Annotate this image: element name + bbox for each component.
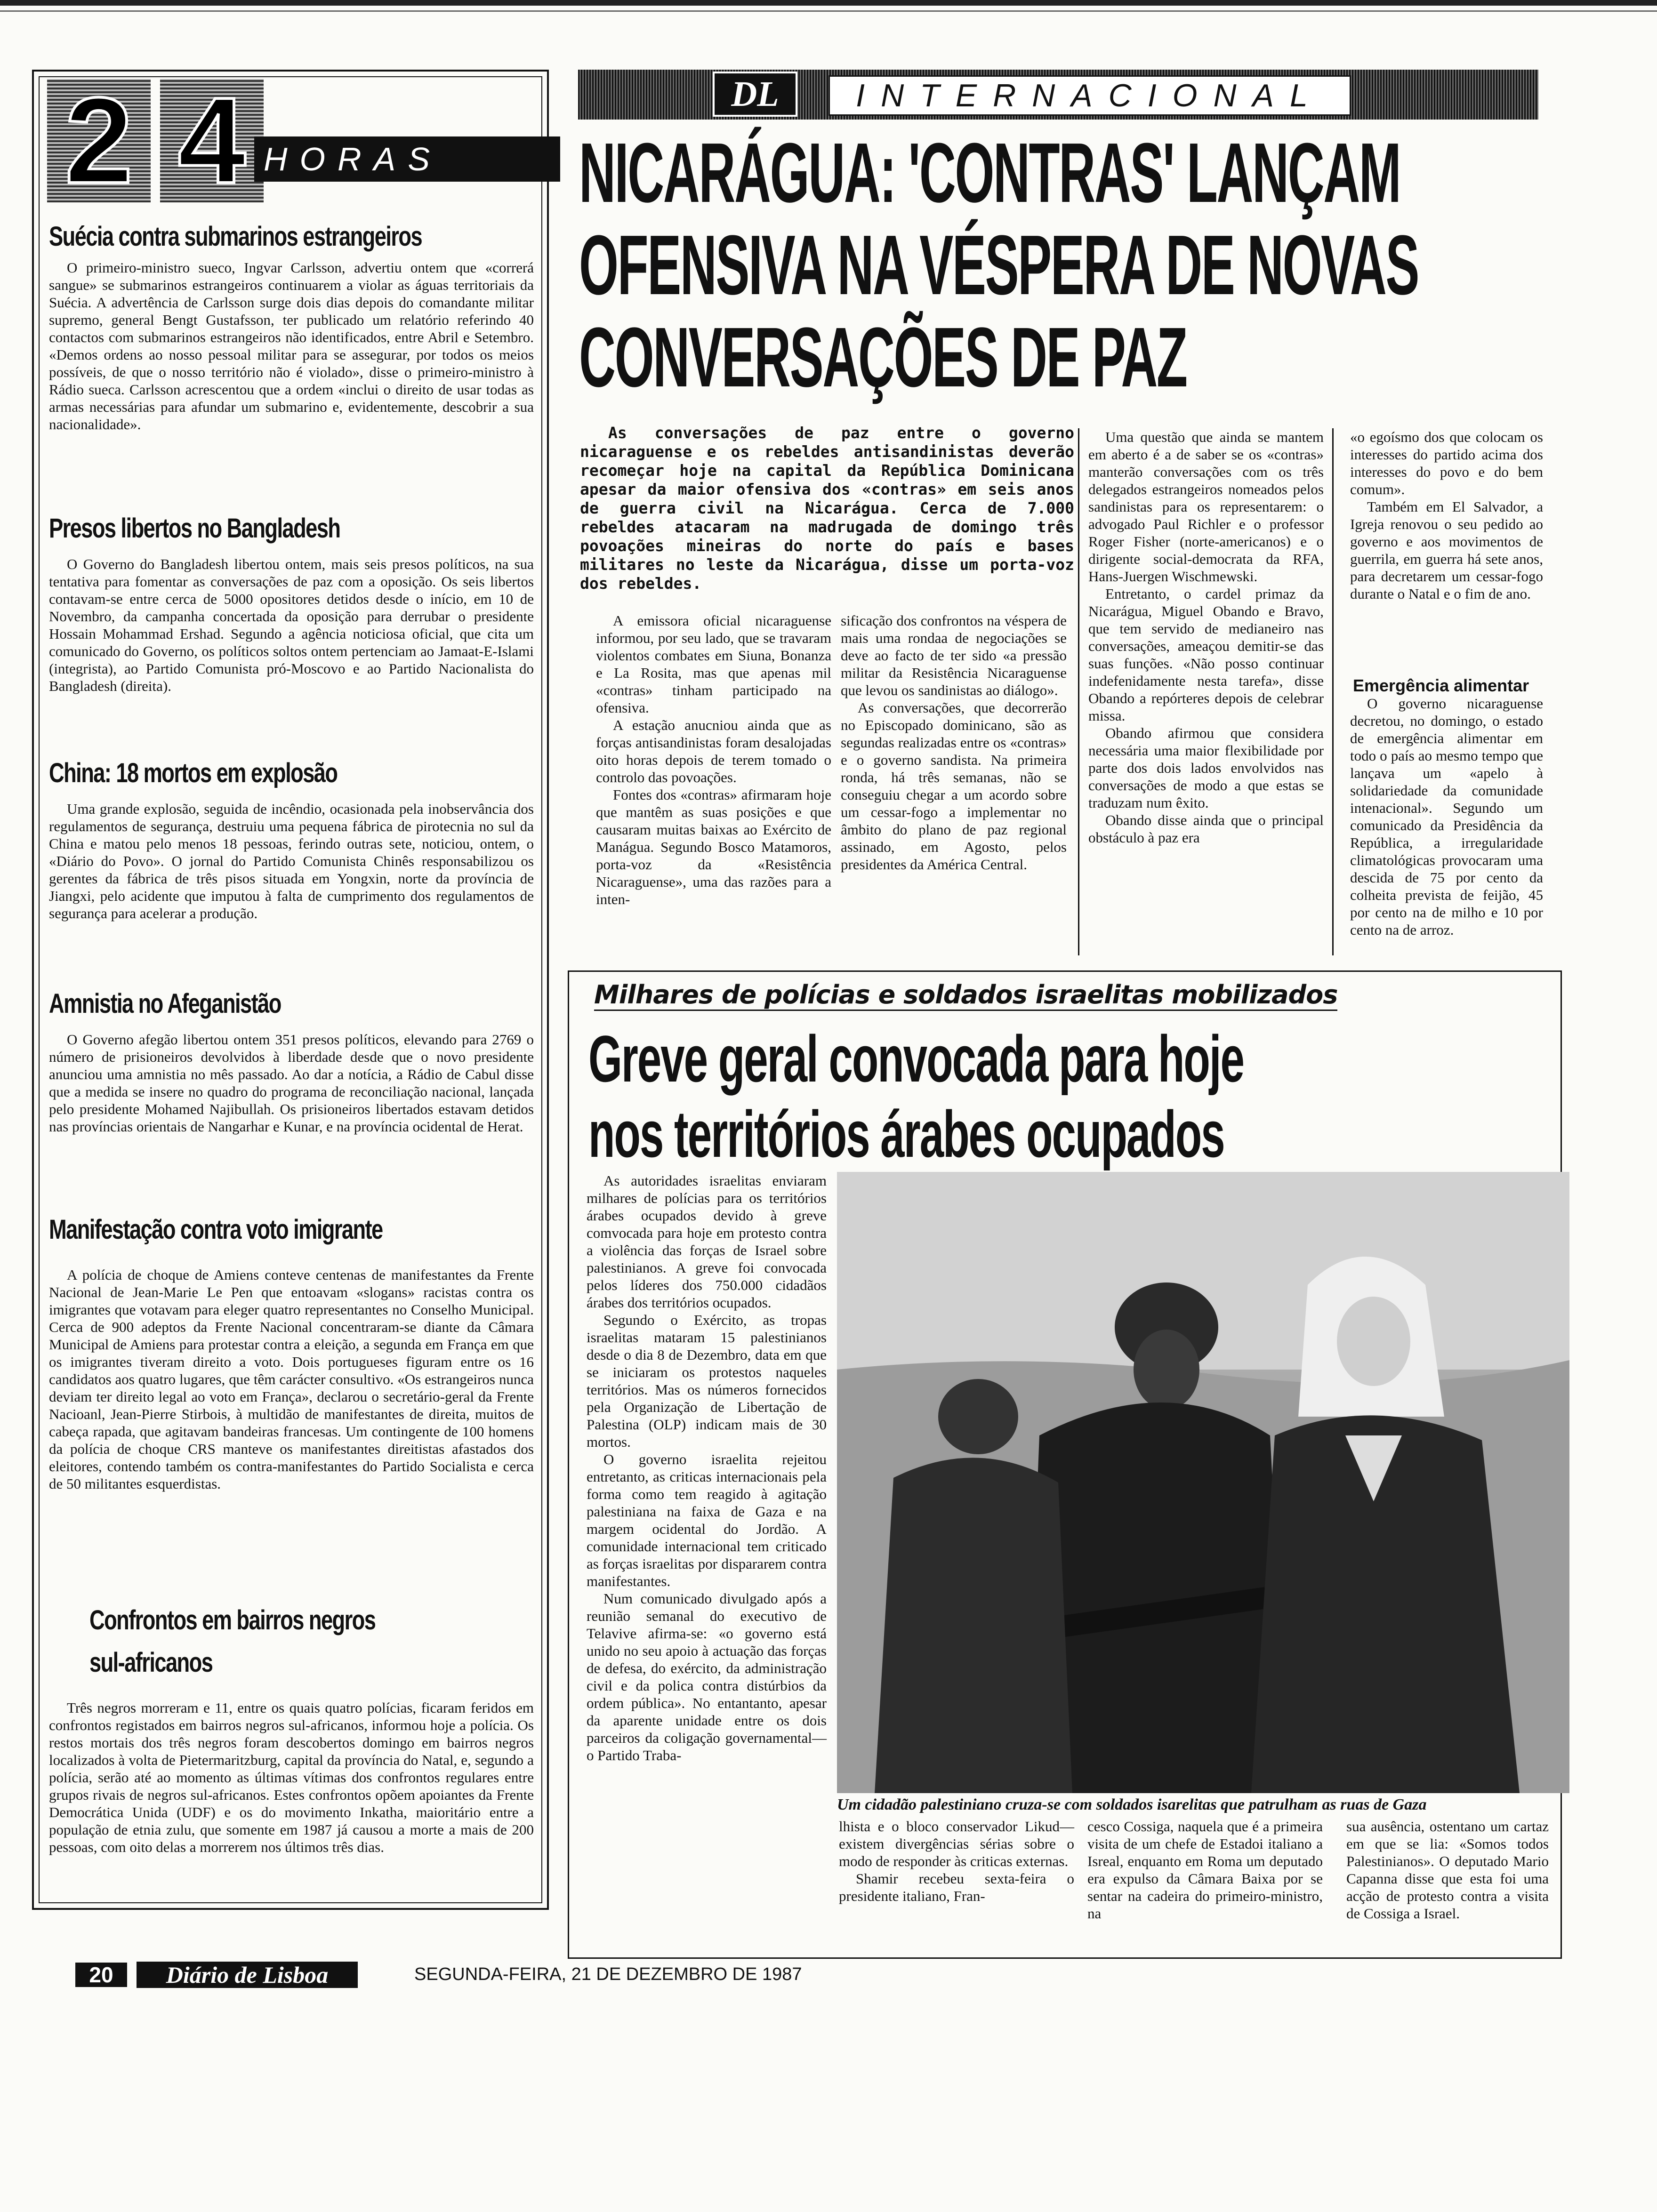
- greve-col2: [839, 1818, 1074, 1905]
- digit-2-block: [47, 72, 151, 209]
- photo-caption: Um cidadão palestiniano cruza-se com soldados isarelitas que patrulham as ruas de Gaza: [837, 1796, 1427, 1813]
- paragraph: Três negros morreram e 11, entre os quais quatro polícias, ficaram feridos em confrontos registados em bairros negros sul-africanos, informou hoje a polícia. Os restos mortais dos três negros foram descobertos domingo em bairros negros localizados à volta de Pietermaritzburg, capital da província do Natal, e, segundo a polícia, serão até ao momento as últimas vítimas dos confrontos regulares entre grupos rivais de negros sul-africanos. Estes confrontos opõem apoiantes da Frente Democrática Unida (UDF) e os do movimento Inkatha, maioritário entre a população de etnia zulu, que somente em 1987 já causou a morte a mais de 200 pessoas, com oito delas a morrerem nos últimos três dias.: [49, 1699, 534, 1855]
- nicaragua-lead: As conversações de paz entre o governo nicaraguense e os rebeldes antisandinistas deverão recomeçar hoje na capital da República Dominicana apesar da maior ofensiva dos «contras» em seis anos de guerra civil na Nicarágua. Cerca de 7.000 rebeldes atacaram na madrugada de domingo três povoações mineiras do norte do país e bases militares no leste da Nicarágua, disse um porta-voz dos rebeldes.: [580, 424, 1074, 593]
- paragraph: A emissora oficial nicaraguense informou, por seu lado, que se travaram violentos combates em Siuna, Bonanza e La Rosita, mas que apenas mil «contras» tinham participado na ofensiva.: [596, 612, 831, 716]
- headline-line: Greve geral convocada para hoje: [588, 1022, 1244, 1096]
- greve-col4: [1346, 1818, 1549, 1922]
- headline-line: CONVERSAÇÕES DE PAZ: [579, 310, 1187, 405]
- horas-bar: [254, 136, 560, 182]
- nicaragua-col4: [1350, 428, 1543, 602]
- greve-col3: [1087, 1818, 1323, 1922]
- article-title-bangladesh: Presos libertos no Bangladesh: [49, 513, 340, 544]
- paragraph: «o egoísmo dos que colocam os interesses do partido acima dos interesses do povo e do bem comum».: [1350, 429, 1543, 497]
- emergencia-subtitle: Emergência alimentar: [1353, 676, 1529, 695]
- paragraph: O Governo afegão libertou ontem 351 presos políticos, elevando para 2769 o número de prisioneiros devolvidos à liberdade desde que o novo presidente anunciou uma amnistia no mês passado. Ao dar a notícia, a Rádio de Cabul disse que a medida se insere no quadro do programa de reconciliação nacional, lançada pelo presidente Mohamed Najibullah. Os prisioneiros libertados estavam detidos nas províncias orientais de Nangarhar e Kunar, e na província ocidental de Herat.: [49, 1031, 534, 1135]
- digit-4-block: [160, 72, 264, 209]
- article-body-afeganistao: [49, 1031, 534, 1135]
- issue-date: SEGUNDA-FEIRA, 21 DE DEZEMBRO DE 1987: [414, 1964, 802, 1984]
- paragraph: As autoridades israelitas enviaram milhares de polícias para os territórios árabes ocupados devido à greve comvocada para hoje em protesto contra a violência das forças de Israel sobre palestinianos. A greve foi convocada pelos líderes dos 750.000 cidadãos árabes dos territórios ocupados.: [587, 1172, 827, 1311]
- nicaragua-col1: [596, 612, 831, 908]
- horas-label: HORAS: [264, 141, 442, 177]
- top-rule: [0, 0, 1657, 6]
- article-title-manifestacao: Manifestação contra voto imigrante: [49, 1214, 383, 1245]
- greve-kicker: Milhares de polícias e soldados israelitas mobilizados: [594, 980, 1337, 1011]
- article-body-bangladesh: [49, 555, 534, 695]
- column-rule: [1078, 428, 1079, 955]
- paragraph: O Governo do Bangladesh libertou ontem, mais seis presos políticos, na sua tentativa para fomentar as conversações de paz com a oposição. Os seis libertos contavam-se entre cerca de 5000 opositores detidos desde o início, em 10 de Novembro, da campanha concertada da oposição para derrubar o presidente Hossain Mohammad Ershad. Segundo a agência noticiosa oficial, que cita um comunicado do Governo, os políticos soltos ontem pertenciam ao Jamaat-E-Islami (integrista), ao Partido Comunista pró-Moscovo e ao Partido Nacionalista do Bangladesh (direita).: [49, 556, 534, 694]
- paragraph: Obando afirmou que considera necessária uma maior flexibilidade por parte dos dois lados envolvidos nas conversações de modo a que estas se traduzam num êxito.: [1088, 725, 1324, 811]
- paper-logo: Diário de Lisboa: [137, 1962, 358, 1988]
- paragraph: O governo nicaraguense decretou, no domingo, o estado de emergência alimentar em todo o país ao mesmo tempo que lançava um «apelo à solidariedade da comunidade intenacional». Segundo um comunicado da Presidência da República, a irregularidade climatológicas provocaram uma descida de 75 por cento da colheita prevista de feijão, 45 por cento na de milho e 10 por cento na de arroz.: [1350, 695, 1543, 938]
- headline-line: nos territórios árabes ocupados: [588, 1097, 1224, 1171]
- top-rule-thin: [0, 10, 1657, 12]
- paragraph: Fontes dos «contras» afirmaram hoje que mantêm as suas posições e que causaram muitas baixas ao Exército de Manágua. Segundo Bosco Matamoros, porta-voz da «Resistência Nicaraguense», uma das razões para a inten-: [596, 786, 831, 907]
- digit-4: 4: [177, 72, 246, 209]
- page-number: 20: [75, 1963, 127, 1987]
- paragraph: cesco Cossiga, naquela que é a primeira visita de um chefe de Estadoi italiano a Isreal, enquanto em Roma um deputado era expulso da Câmara Baixa por se sentar na cadeira do primeiro-ministro, na: [1087, 1818, 1323, 1922]
- paragraph: Uma questão que ainda se mantem em aberto é a de saber se os «contras» manterão conversações com os três delegados estrangeiros nomeados pelos sandinistas para os representarem: o advogado Paul Richler e o professor Roger Fisher (norte-americanos) e o dirigente social-democrata da RFA, Hans-Juergen Wischmewski.: [1088, 429, 1324, 585]
- nicaragua-col3: [1088, 428, 1324, 846]
- article-title-confrontos-line1: Confrontos em bairros negros: [89, 1605, 376, 1635]
- photo-illustration: [837, 1172, 1569, 1793]
- article-title-suecia: Suécia contra submarinos estrangeiros: [49, 221, 422, 252]
- paragraph: Shamir recebeu sexta-feira o presidente italiano, Fran-: [839, 1870, 1074, 1904]
- paragraph: Obando disse ainda que o principal obstáculo à paz era: [1088, 812, 1324, 846]
- greve-headline: [588, 1021, 1520, 1172]
- article-title-confrontos-line2: sul-africanos: [89, 1647, 213, 1678]
- gaza-photo: [837, 1172, 1569, 1793]
- paragraph: Também em El Salvador, a Igreja renovou o seu pedido ao governo e aos movimentos de guerrila, em guerra há sete anos, para decretarem um cessar-fogo durante o Natal e o fim de ano.: [1350, 498, 1543, 602]
- internacional-label: INTERNACIONAL: [828, 75, 1351, 116]
- paragraph: A estação anucniou ainda que as forças antisandinistas foram desalojadas oito horas depois de terem tomado o controlo das povoações.: [596, 717, 831, 785]
- paragraph: O primeiro-ministro sueco, Ingvar Carlsson, advertiu ontem que «correrá sangue» se submarinos estrangeiros continuarem a violar as águas territoriais da Suécia. A advertência de Carlsson surge dois dias depois do comandante militar supremo, general Bengt Gustafsson, ter publicado um relatório referindo 40 contactos com submarinos estrangeiros não identificados, entre Abril e Setembro. «Demos ordens ao nosso pessoal militar para se assegurar, por todos os meios possíveis, de que o nosso território não é violado», disse o primeiro-ministro à Rádio sueca. Carlsson acrescentou que a ordem «inclui o direito de usar todas as armas necessárias para afundar um submarino e, evidentemente, descobrir a sua nacionalidade».: [49, 259, 534, 433]
- headline-line: OFENSIVA NA VÉSPERA DE NOVAS: [579, 218, 1419, 313]
- greve-col1: [587, 1172, 827, 1764]
- nicaragua-col4b: [1350, 695, 1543, 938]
- paragraph: Uma grande explosão, seguida de incêndio, ocasionada pela inobservância dos regulamentos de segurança, destruiu uma pequena fábrica de pirotecnia no sul da China e matou pelo menos 18 pessoas, ferindo outras sete, noticiou, ontem, o «Diário do Povo». O jornal do Partido Comunista Chinês responsabilizou os gerentes da fábrica de três pisos situada em Yongxin, norte da província de Jiangxi, pelo acidente que imputou à falta de cumprimento dos regulamentos de segurança para acelerar a produção.: [49, 801, 534, 922]
- article-title-afeganistao: Amnistia no Afeganistão: [49, 988, 281, 1019]
- paragraph: Segundo o Exército, as tropas israelitas mataram 15 palestinianos desde o dia 8 de Dezembro, data em que se iniciaram os protestos naqueles territórios. Mas os números fornecidos pela Organização de Libertação de Palestina (OLP) indicam mais de 30 mortos.: [587, 1312, 827, 1450]
- headline-line: NICARÁGUA: 'CONTRAS' LANÇAM: [579, 126, 1400, 220]
- article-body-china: [49, 800, 534, 922]
- paragraph: sificação dos confrontos na véspera de mais uma rondaa de negociações se deve ao facto de ter sido «a pressão militar da Resistência Nicaraguense que levou os sandinistas ao diálogo».: [841, 612, 1067, 698]
- article-body-manifestacao: [49, 1266, 534, 1492]
- digit-2: 2: [64, 72, 133, 209]
- dl-logo: DL: [713, 72, 797, 117]
- paragraph: lhista e o bloco conservador Likud— existem divergências sérias sobre o modo de responder às criticas externas.: [839, 1818, 1074, 1869]
- nicaragua-headline: [579, 127, 1568, 404]
- paragraph: Entretanto, o cardel primaz da Nicarágua, Miguel Obando e Bravo, que tem servido de medianeiro nas conversações, ameaçou demitir-se das suas funções. «Não posso continuar indefenidamente nesta tarefa», disse Obando a repórteres depois de celebrar missa.: [1088, 585, 1324, 724]
- article-body-suecia: [49, 259, 534, 433]
- column-rule: [1332, 428, 1334, 955]
- paragraph: sua ausência, ostentano um cartaz em que se lia: «Somos todos Palestinianos». O deputado Mario Capanna disse que esta foi uma acção de protesto contra a visita de Cossiga a Israel.: [1346, 1818, 1549, 1922]
- paragraph: O governo israelita rejeitou entretanto, as criticas internacionais pela forma como tem reagido à agitação palestiniana na faixa de Gaza e na margem ocidental do Jordão. A comunidade internacional tem criticado as forças israelitas por dispararem contra manifestantes.: [587, 1451, 827, 1589]
- paragraph: Num comunicado divulgado após a reunião semanal do executivo de Telavive afirma-se: «o governo está unido no seu apoio à actuação das forças de defesa, do exército, da administração civil e da polica contra distúrbios da ordem pública». No entantanto, apesar da aparente unidade entre os dois parceiros da coligação governamental— o Partido Traba-: [587, 1590, 827, 1763]
- paragraph: As conversações, que decorrerão no Episcopado dominicano, são as segundas realizadas entre os «contras» e o governo sandista. Na primeira ronda, há três semanas, não se conseguiu chegar a um acordo sobre um cessar-fogo a implementar no âmbito do plano de paz regional assinado, em Agosto, pelos presidentes da América Central.: [841, 699, 1067, 873]
- nicaragua-col2: [841, 612, 1067, 873]
- article-body-confrontos: [49, 1699, 534, 1856]
- article-title-china: China: 18 mortos em explosão: [49, 758, 338, 788]
- paragraph: A polícia de choque de Amiens conteve centenas de manifestantes da Frente Nacional de Jean-Marie Le Pen que entoavam «slogans» racistas contra os imigrantes que votavam para eleger quatro representantes no Conselho Municipal. Cerca de 900 adeptos da Frente Nacional concentraram-se diante da Câmara Municipal de Amiens para protestar contra a eleição, a segunda em França em que os imigrantes tiveram direito a voto. Dois portugueses figuram entre os 16 candidatos aos quatro lugares, que têm carácter consultivo. «Os estrangeiros nunca deviam ter direito legal ao voto em França», declarou o secretário-geral da Frente Nacioanl, Jean-Pierre Stirbois, à multidão de manifestantes de direita, muitos de cabeça rapada, que agitavam bandeiras francesas. Um contingente de 100 homens da polícia de choque CRS manteve os manifestantes direitistas afastados dos eleitores, contendo também os contra-manifestantes do Partido Socialista e cerca de 50 militantes esquerdistas.: [49, 1266, 534, 1492]
